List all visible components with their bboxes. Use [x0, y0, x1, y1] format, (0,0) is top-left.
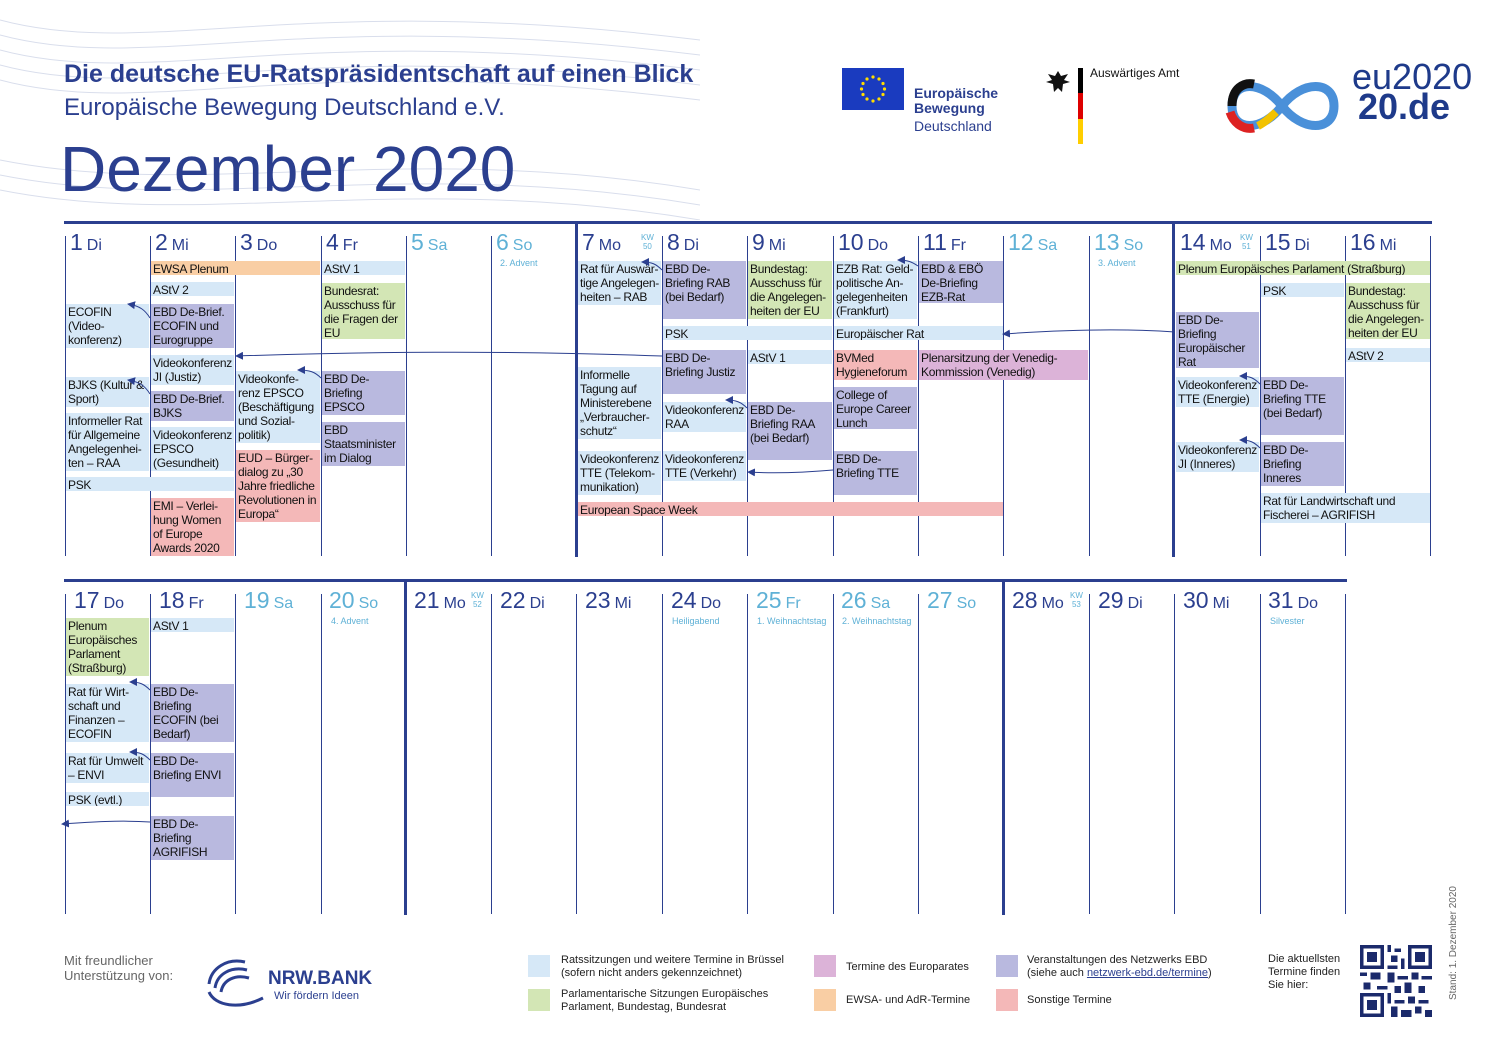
event-block: AStV 2	[1346, 348, 1430, 362]
row1-top-rule	[64, 221, 1432, 224]
legend-label-orange: EWSA- und AdR-Termine	[846, 994, 971, 1006]
day-header-13: 13 So	[1094, 229, 1144, 255]
note-silvester: Silvester	[1270, 616, 1305, 626]
event-block: EBD De-Briefing TTE (bei Bedarf)	[1261, 377, 1344, 435]
event-block: EBD De-Briefing Europäischer Rat	[1176, 312, 1259, 368]
legend-swatch-pink	[996, 989, 1018, 1011]
day-header-11: 11 Fr	[923, 229, 966, 255]
event-block: PSK	[66, 477, 234, 491]
day-header-3: 3 Do	[240, 229, 278, 255]
row2-top-rule	[64, 579, 1347, 582]
legend-swatch-blue	[528, 955, 550, 977]
event-block: Plenum Europäisches Parlament (Straßburg)	[66, 618, 149, 676]
col-line	[1089, 594, 1090, 914]
ebd-logo-sub: Deutschland	[914, 118, 992, 134]
day-header-27: 27 So	[927, 587, 977, 613]
legend-label-mauve: Termine des Europarates	[846, 961, 969, 973]
legend-swatch-mauve	[814, 955, 836, 977]
page-title: Die deutsche EU-Ratspräsidentschaft auf einen Blick	[64, 60, 694, 88]
kw-label-52: KW 52	[471, 591, 484, 609]
day-header-12: 12 Sa	[1008, 229, 1058, 255]
event-block: Europäischer Rat	[834, 326, 1003, 340]
event-block: Rat für Umwelt – ENVI	[66, 753, 149, 783]
day-header-20: 20 So	[329, 587, 379, 613]
col-line	[1003, 236, 1004, 556]
stand-date: Stand: 1. Dezember 2020	[1448, 886, 1459, 1000]
day-header-26: 26 Sa	[841, 587, 891, 613]
kw-label-51: KW 51	[1240, 233, 1253, 251]
ebd-logo-text: Europäische Bewegung	[914, 85, 999, 116]
legend-swatch-orange	[814, 989, 836, 1011]
event-block: AStV 2	[151, 282, 234, 296]
event-block: Videokonferenz TTE (Verkehr)	[663, 451, 746, 481]
col-line	[1260, 594, 1261, 914]
day-header-28: 28 Mo	[1012, 587, 1064, 613]
note-weihnachtstag-2: 2. Weihnachtstag	[842, 616, 912, 626]
eu2020-wordmark: eu2020 20.de	[1352, 56, 1473, 127]
day-header-30: 30 Mi	[1183, 587, 1230, 613]
event-block: Videokonferenz RAA	[663, 402, 746, 432]
event-block: Plenarsitzung der Venedig-Kommission (Venedig)	[919, 350, 1088, 380]
note-advent-4: 4. Advent	[331, 616, 369, 626]
day-header-16: 16 Mi	[1350, 229, 1397, 255]
day-header-5: 5 Sa	[411, 229, 448, 255]
event-block: EBD De-Briefing Inneres	[1261, 442, 1344, 486]
event-block: EBD De-Briefing TTE	[834, 451, 917, 495]
event-block: AStV 1	[748, 350, 832, 364]
col-line	[235, 594, 236, 914]
day-header-4: 4 Fr	[326, 229, 358, 255]
col-line	[833, 594, 834, 914]
auswaertiges-amt-logo: Auswärtiges Amt	[1090, 66, 1180, 80]
event-block: EUD – Bürger-dialog zu „30 Jahre friedliche Revolutionen in Europa“	[236, 450, 320, 522]
event-block: PSK (evtl.)	[66, 792, 149, 806]
col-line	[576, 594, 577, 914]
week-separator	[1002, 579, 1005, 915]
event-block: Videokonferenz JI (Inneres)	[1176, 442, 1259, 472]
day-header-23: 23 Mi	[585, 587, 632, 613]
day-header-2: 2 Mi	[155, 229, 189, 255]
event-block: EMI – Verlei-hung Women of Europe Awards 2020	[151, 498, 234, 556]
note-heiligabend: Heiligabend	[672, 616, 720, 626]
event-block: EWSA Plenum	[151, 261, 320, 275]
qr-code[interactable]	[1360, 945, 1432, 1017]
col-line	[1089, 236, 1090, 556]
event-block: Videokonferenz TTE (Energie)	[1176, 377, 1259, 407]
event-block: Videokonferenz EPSCO (Gesundheit)	[151, 427, 234, 471]
event-block: EBD Staatsminister im Dialog	[322, 422, 405, 466]
event-block: EBD De-Briefing AGRIFISH	[151, 816, 234, 860]
week-separator	[1172, 221, 1175, 557]
day-header-31: 31 Do	[1268, 587, 1319, 613]
legend-swatch-purple	[996, 955, 1018, 977]
day-header-6: 6 So	[496, 229, 533, 255]
event-block: Bundestag: Ausschuss für die Angelegen-heiten der EU	[1346, 283, 1430, 339]
event-block: Informelle Tagung auf Ministerebene „Verbraucher-schutz“	[578, 367, 661, 439]
legend-label-pink: Sonstige Termine	[1027, 994, 1112, 1006]
day-header-9: 9 Mi	[752, 229, 786, 255]
col-line	[1430, 236, 1431, 556]
nrw-bank-logo-icon	[205, 954, 267, 1010]
day-header-14: 14 Mo	[1180, 229, 1232, 255]
eu2020-ring-logo	[1222, 68, 1344, 144]
event-block: Videokonfe-renz EPSCO (Beschäftigung und Sozial-politik)	[236, 371, 320, 443]
event-block: Rat für Wirt-schaft und Finanzen – ECOFIN	[66, 684, 149, 742]
event-block: Plenum Europäisches Parlament (Straßburg)	[1176, 261, 1430, 275]
day-header-7: 7 Mo	[582, 229, 622, 255]
event-block: EBD De-Briefing RAB (bei Bedarf)	[663, 261, 746, 319]
qr-caption: Die aktuellsten Termine finden Sie hier:	[1268, 953, 1341, 991]
event-block: EBD De-Briefing RAA (bei Bedarf)	[748, 402, 832, 460]
event-block: EBD & EBÖ De-Briefing EZB-Rat	[919, 261, 1003, 303]
col-line	[491, 594, 492, 914]
event-block: AStV 1	[322, 261, 405, 275]
event-block: ECOFIN (Video-konferenz)	[66, 304, 149, 348]
event-block: Videokonferenz JI (Justiz)	[151, 355, 234, 385]
col-line	[747, 594, 748, 914]
kw-label-53: KW 53	[1070, 591, 1083, 609]
col-line	[321, 594, 322, 914]
note-advent-2: 2. Advent	[500, 258, 538, 268]
note-advent-3: 3. Advent	[1098, 258, 1136, 268]
nrw-bank-name: NRW.BANK	[268, 968, 373, 989]
col-line	[662, 594, 663, 914]
day-header-25: 25 Fr	[756, 587, 801, 613]
col-line	[406, 236, 407, 556]
event-block: AStV 1	[151, 618, 234, 632]
day-header-10: 10 Do	[838, 229, 889, 255]
week-separator	[404, 579, 407, 915]
col-line	[1345, 594, 1346, 914]
event-block: Rat für Landwirtschaft und Fischerei – AGRIFISH	[1261, 493, 1430, 523]
event-block: EBD De-Briefing EPSCO	[322, 371, 405, 415]
day-header-24: 24 Do	[671, 587, 722, 613]
event-block: BVMed Hygieneforum	[834, 350, 917, 380]
day-header-15: 15 Di	[1265, 229, 1310, 255]
event-block: PSK	[1261, 283, 1344, 297]
support-text: Mit freundlicher Unterstützung von:	[64, 953, 174, 983]
day-header-19: 19 Sa	[244, 587, 294, 613]
event-block: EBD De-Brief. ECOFIN und Eurogruppe	[151, 304, 234, 348]
event-block: EBD De-Briefing ECOFIN (bei Bedarf)	[151, 684, 234, 742]
day-header-21: 21 Mo	[414, 587, 466, 613]
event-block: EBD De-Briefing ENVI	[151, 753, 234, 797]
event-block: College of Europe Career Lunch	[834, 387, 917, 429]
event-block: Informeller Rat für Allgemeine Angelegenhei-ten – RAA	[66, 413, 149, 471]
kw-label-50: KW 50	[641, 233, 654, 251]
day-header-22: 22 Di	[500, 587, 545, 613]
nrw-bank-tagline: Wir fördern Ideen	[274, 990, 359, 1002]
legend-swatch-green	[528, 989, 550, 1011]
col-line	[491, 236, 492, 556]
event-block: European Space Week	[578, 502, 1003, 516]
event-block: EBD De-Brief. BJKS	[151, 391, 234, 421]
eagle-icon	[1044, 68, 1072, 96]
day-header-1: 1 Di	[70, 229, 102, 255]
page-subtitle: Europäische Bewegung Deutschland e.V.	[64, 94, 505, 121]
eu-flag-logo	[842, 68, 904, 110]
event-block: BJKS (Kultur & Sport)	[66, 377, 149, 407]
day-header-29: 29 Di	[1098, 587, 1143, 613]
event-block: Bundesrat: Ausschuss für die Fragen der EU	[322, 283, 405, 339]
legend-label-green: Parlamentarische Sitzungen Europäisches Parlament, Bundestag, Bundesrat	[561, 988, 769, 1013]
month-title: Dezember 2020	[60, 133, 516, 205]
event-block: Bundestag: Ausschuss für die Angelegen-heiten der EU	[748, 261, 832, 319]
event-block: EZB Rat: Geld-politische An-gelegenheiten (Frankfurt)	[834, 261, 917, 319]
col-line	[1174, 594, 1175, 914]
legend-label-blue: Ratssitzungen und weitere Termine in Brüssel (sofern nicht anders gekennzeichnet)	[561, 954, 784, 979]
col-line	[918, 594, 919, 914]
day-header-8: 8 Di	[667, 229, 699, 255]
event-block: Rat für Auswär-tige Angelegen-heiten – RAB	[578, 261, 661, 305]
day-header-18: 18 Fr	[159, 587, 204, 613]
netzwerk-ebd-link[interactable]: netzwerk-ebd.de/termine	[1086, 967, 1208, 979]
day-header-17: 17 Do	[74, 587, 125, 613]
german-flag-stripe	[1078, 68, 1083, 144]
event-block: PSK	[663, 326, 832, 340]
legend-label-purple: Veranstaltungen des Netzwerks EBD (siehe auch netzwerk-ebd.de/termine)	[1027, 954, 1212, 979]
event-block: Videokonferenz TTE (Telekom-munikation)	[578, 451, 661, 495]
event-block: EBD De-Briefing Justiz	[663, 350, 746, 394]
note-weihnachtstag-1: 1. Weihnachtstag	[757, 616, 827, 626]
